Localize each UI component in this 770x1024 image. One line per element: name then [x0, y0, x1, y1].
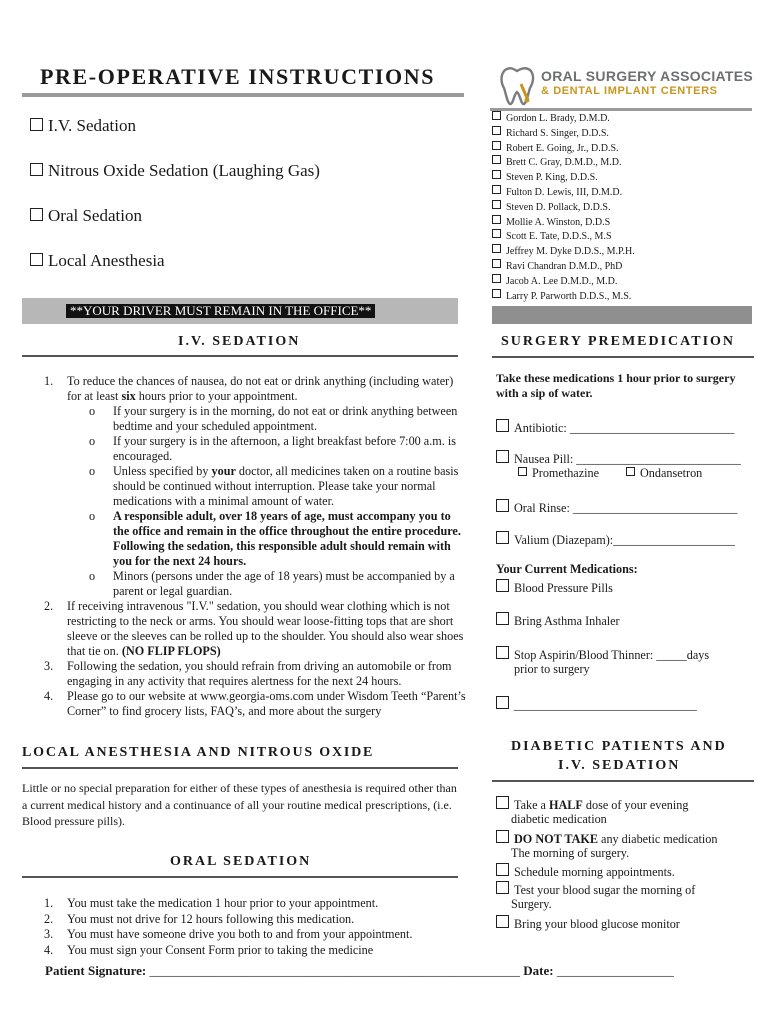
section-divider	[492, 780, 754, 782]
other-medication-item[interactable]	[496, 696, 697, 714]
doctor-item[interactable]	[492, 289, 635, 304]
item-text: You must have someone drive you both to and from your appointment.	[67, 927, 413, 941]
item-text: To reduce the chances of nausea, do not eat or drink anything (including water) for at least	[67, 374, 454, 403]
bullet-marker: o	[89, 569, 96, 583]
doctor-name: Jacob A. Lee D.M.D., M.D.	[506, 275, 618, 287]
checkbox-asthma-inhaler[interactable]	[496, 612, 509, 625]
checkbox-do-not-take[interactable]	[496, 830, 509, 843]
nausea-field[interactable]	[496, 450, 741, 468]
list-item	[40, 943, 412, 959]
diabetic-item-test-sugar-cont: Surgery.	[511, 897, 552, 911]
option-label: Oral Sedation	[48, 206, 142, 225]
doctor-item[interactable]	[492, 200, 635, 215]
item-text: Test your blood sugar the morning of	[514, 883, 696, 897]
item-label: Bring Asthma Inhaler	[514, 614, 620, 628]
option-label: Nitrous Oxide Sedation (Laughing Gas)	[48, 161, 320, 180]
doctor-name: Steven D. Pollack, D.D.S.	[506, 201, 611, 213]
diabetic-item-do-not-take[interactable]	[496, 830, 717, 848]
valium-field[interactable]	[496, 531, 735, 549]
tooth-logo-icon	[497, 64, 537, 108]
doctor-item[interactable]	[492, 259, 635, 274]
current-medications-heading: Your Current Medications:	[496, 562, 638, 576]
diabetic-item-half-dose-cont: diabetic medication	[511, 812, 607, 826]
checkbox-glucose-monitor[interactable]	[496, 915, 509, 928]
doctor-name: Fulton D. Lewis, III, D.M.D.	[506, 186, 623, 198]
doctor-name: Ravi Chandran D.M.D., PhD	[506, 260, 623, 272]
checkbox-ondansetron[interactable]	[626, 467, 635, 476]
item-text: Schedule morning appointments.	[514, 865, 675, 879]
checkbox-doctor[interactable]	[492, 126, 501, 135]
item-number: 2.	[44, 911, 54, 926]
checkbox-doctor[interactable]	[492, 111, 501, 120]
premed-intro: Take these medications 1 hour prior to surgery with a sip of water.	[496, 371, 736, 400]
list-item	[40, 689, 470, 719]
doctor-item[interactable]	[492, 274, 635, 289]
practice-logo	[497, 64, 754, 108]
list-item	[40, 374, 470, 599]
sub-list-item	[67, 404, 470, 434]
doctor-item[interactable]	[492, 185, 635, 200]
section-divider	[22, 767, 458, 769]
diabetic-item-glucose-monitor[interactable]	[496, 915, 680, 933]
doctor-name: Scott E. Tate, D.D.S., M.S	[506, 231, 612, 243]
field-label: Oral Rinse: ___________________________	[514, 501, 738, 515]
diabetic-item-do-not-take-cont: The morning of surgery.	[511, 846, 630, 860]
doctor-item[interactable]	[492, 155, 635, 170]
doctor-name: Steven P. King, D.D.S.	[506, 172, 598, 184]
doctor-name: Richard S. Singer, D.D.S.	[506, 127, 609, 139]
checkbox-bp-pills[interactable]	[496, 579, 509, 592]
doctor-name: Mollie A. Winston, D.D.S	[506, 216, 611, 228]
diabetic-item-test-sugar[interactable]	[496, 881, 695, 899]
sub-item-emphasis: your	[211, 464, 236, 478]
item-emphasis: six	[121, 389, 136, 403]
sub-list	[67, 404, 470, 599]
checkbox-doctor[interactable]	[492, 155, 501, 164]
item-text: Bring your blood glucose monitor	[514, 917, 680, 931]
premed-header-bar	[492, 306, 752, 324]
checkbox-doctor[interactable]	[492, 170, 501, 179]
oral-rinse-field[interactable]	[496, 499, 737, 517]
nausea-option-promethazine[interactable]	[518, 466, 599, 482]
sub-list-item	[67, 569, 470, 599]
signature-field[interactable]: _________________________________________________________	[149, 963, 520, 978]
checkbox-doctor[interactable]	[492, 259, 501, 268]
checkbox-doctor[interactable]	[492, 229, 501, 238]
bullet-marker: o	[89, 464, 96, 478]
item-number: 3.	[44, 659, 54, 673]
field-label: Antibiotic: ___________________________	[514, 421, 735, 435]
diabetic-heading-line-2: I.V. SEDATION	[558, 758, 681, 773]
oral-sedation-list	[40, 896, 412, 958]
blank-line: ______________________________	[514, 698, 697, 712]
diabetic-item-half-dose[interactable]	[496, 796, 688, 814]
item-number: 1.	[44, 896, 54, 910]
sub-item-text: A responsible adult, over 18 years of age, must accompany you to the office and remain in the office throughout the entire procedure. Following the sedation, this responsible adult should remain with you for the next 24 hours.	[113, 509, 461, 568]
premedication-heading: SURGERY PREMEDICATION	[501, 334, 736, 349]
section-divider	[492, 356, 754, 358]
checkbox-promethazine[interactable]	[518, 467, 527, 476]
list-item	[40, 599, 470, 659]
item-text: Following the sedation, you should refrain from driving an automobile or from engaging in any activity that requires alertness for the next 24 hours.	[67, 659, 452, 688]
item-number: 2.	[44, 599, 54, 613]
aspirin-item[interactable]	[496, 646, 709, 664]
option-local-anesthesia[interactable]	[30, 251, 165, 271]
list-item	[40, 927, 412, 943]
item-text: If receiving intravenous "I.V." sedation, you should wear clothing which is not restricting to the neck or arms. You should wear loose-fitting tops that are short sleeve or the sleeves can be rolled up to the shoulder. You should also wear shoes that tie on.	[67, 599, 464, 658]
item-text: any diabetic medication	[597, 832, 718, 846]
doctor-name: Larry P. Parworth D.D.S., M.S.	[506, 290, 632, 302]
sub-list-item	[67, 509, 470, 569]
sub-item-text: doctor, all medicines taken on a routine basis should be continued without interruption. Please take your normal medications with a minimal amount of water.	[113, 464, 459, 508]
doctor-item[interactable]	[492, 126, 635, 141]
checkbox-doctor[interactable]	[492, 141, 501, 150]
doctor-list	[492, 111, 635, 303]
nausea-option-ondansetron[interactable]	[626, 466, 702, 482]
doctor-name: Gordon L. Brady, D.M.D.	[506, 113, 610, 124]
logo-line-1: ORAL SURGERY ASSOCIATES	[541, 68, 754, 84]
local-anesthesia-text: Little or no special preparation for either of these types of anesthesia is required other than a current medical history and a continuance of all your routine medical prescriptions, (i.e. Blood pressure pills).	[22, 781, 457, 828]
item-emphasis: (NO FLIP FLOPS)	[121, 644, 221, 658]
checkbox-valium[interactable]	[496, 531, 509, 544]
doctor-item[interactable]	[492, 111, 635, 126]
item-text: You must not drive for 12 hours following this medication.	[67, 911, 355, 926]
option-label: I.V. Sedation	[48, 116, 136, 135]
doctor-name: Brett C. Gray, D.M.D., M.D.	[506, 157, 622, 169]
item-text: hours prior to your appointment.	[135, 389, 298, 403]
section-divider	[22, 355, 458, 357]
bullet-marker: o	[89, 509, 96, 523]
driver-notice: **YOUR DRIVER MUST REMAIN IN THE OFFICE**	[66, 304, 375, 318]
item-text: Take a	[514, 798, 550, 812]
bullet-marker: o	[89, 434, 96, 448]
checkbox-doctor[interactable]	[492, 274, 501, 283]
item-text: You must take the medication 1 hour prior to your appointment.	[67, 896, 379, 910]
page-title: PRE-OPERATIVE INSTRUCTIONS	[40, 64, 436, 89]
sub-item-text: Unless specified by	[113, 464, 212, 478]
checkbox-oral-sedation[interactable]	[30, 208, 43, 221]
bp-pills-item[interactable]	[496, 579, 613, 597]
option-label: Promethazine	[532, 466, 600, 480]
checkbox-doctor[interactable]	[492, 185, 501, 194]
checkbox-test-sugar[interactable]	[496, 881, 509, 894]
checkbox-local-anesthesia[interactable]	[30, 253, 43, 266]
title-divider	[22, 93, 464, 97]
item-text: dose of your evening	[582, 798, 689, 812]
item-text: Please go to our website at www.georgia-oms.com under Wisdom Teeth “Parent’s Corner” to find grocery lists, FAQ’s, and more about the surgery	[67, 689, 466, 718]
option-iv-sedation[interactable]	[30, 116, 136, 136]
field-label: Nausea Pill: ___________________________	[514, 452, 741, 466]
bullet-marker: o	[89, 404, 96, 418]
checkbox-nitrous-oxide[interactable]	[30, 163, 43, 176]
diabetic-heading-line-1: DIABETIC PATIENTS AND	[511, 739, 727, 754]
checkbox-nausea[interactable]	[496, 450, 509, 463]
local-anesthesia-heading: LOCAL ANESTHESIA AND NITROUS OXIDE	[22, 745, 375, 760]
list-item	[40, 896, 412, 912]
oral-sedation-heading: ORAL SEDATION	[170, 854, 312, 869]
checkbox-morning-appointments[interactable]	[496, 863, 509, 876]
checkbox-doctor[interactable]	[492, 289, 501, 298]
aspirin-item-cont: prior to surgery	[514, 662, 590, 676]
sub-item-text: Minors (persons under the age of 18 years) must be accompanied by a parent or legal guardian.	[113, 569, 455, 598]
doctor-name: Robert E. Going, Jr., D.D.S.	[506, 142, 619, 154]
signature-label: Patient Signature:	[45, 963, 147, 978]
checkbox-half-dose[interactable]	[496, 796, 509, 809]
option-label: Ondansetron	[640, 466, 703, 480]
option-nitrous-oxide[interactable]	[30, 161, 320, 181]
doctor-item[interactable]	[492, 170, 635, 185]
list-item	[40, 912, 412, 928]
field-label: Valium (Diazepam):____________________	[514, 533, 736, 547]
item-number: 4.	[44, 689, 54, 703]
signature-row	[45, 963, 674, 979]
checkbox-doctor[interactable]	[492, 244, 501, 253]
item-number: 1.	[44, 374, 54, 388]
item-emphasis: HALF	[549, 798, 583, 812]
item-emphasis: DO NOT TAKE	[514, 832, 598, 846]
sub-list-item	[67, 434, 470, 464]
logo-line-2: & DENTAL IMPLANT CENTERS	[541, 85, 718, 97]
item-label: Stop Aspirin/Blood Thinner: _____days	[514, 648, 710, 662]
doctor-name: Jeffrey M. Dyke D.D.S., M.P.H.	[506, 246, 635, 258]
iv-sedation-heading: I.V. SEDATION	[178, 334, 301, 349]
asthma-inhaler-item[interactable]	[496, 612, 620, 630]
checkbox-iv-sedation[interactable]	[30, 118, 43, 131]
sub-item-text: If your surgery is in the afternoon, a light breakfast before 7:00 a.m. is encouraged.	[113, 434, 456, 463]
checkbox-antibiotic[interactable]	[496, 419, 509, 432]
checkbox-other-medication[interactable]	[496, 696, 509, 709]
sub-item-text: If your surgery is in the morning, do not eat or drink anything between bedtime and your scheduled appointment.	[113, 404, 458, 433]
item-label: Blood Pressure Pills	[514, 581, 613, 595]
diabetic-item-morning-appointments[interactable]	[496, 863, 675, 881]
antibiotic-field[interactable]	[496, 419, 734, 437]
iv-instructions-list	[40, 374, 470, 719]
sub-list-item	[67, 464, 470, 509]
doctor-item[interactable]	[492, 244, 635, 259]
checkbox-doctor[interactable]	[492, 215, 501, 224]
date-label: Date:	[523, 963, 554, 978]
doctor-item[interactable]	[492, 141, 635, 156]
checkbox-aspirin[interactable]	[496, 646, 509, 659]
doctor-item[interactable]	[492, 215, 635, 230]
item-text: You must sign your Consent Form prior to taking the medicine	[67, 942, 374, 957]
list-item	[40, 659, 470, 689]
item-number: 3.	[44, 927, 54, 941]
checkbox-doctor[interactable]	[492, 200, 501, 209]
checkbox-oral-rinse[interactable]	[496, 499, 509, 512]
item-number: 4.	[44, 942, 54, 957]
date-field[interactable]: __________________	[556, 963, 674, 978]
doctor-item[interactable]	[492, 229, 635, 244]
section-divider	[22, 876, 458, 878]
option-oral-sedation[interactable]	[30, 206, 142, 226]
option-label: Local Anesthesia	[48, 251, 165, 270]
